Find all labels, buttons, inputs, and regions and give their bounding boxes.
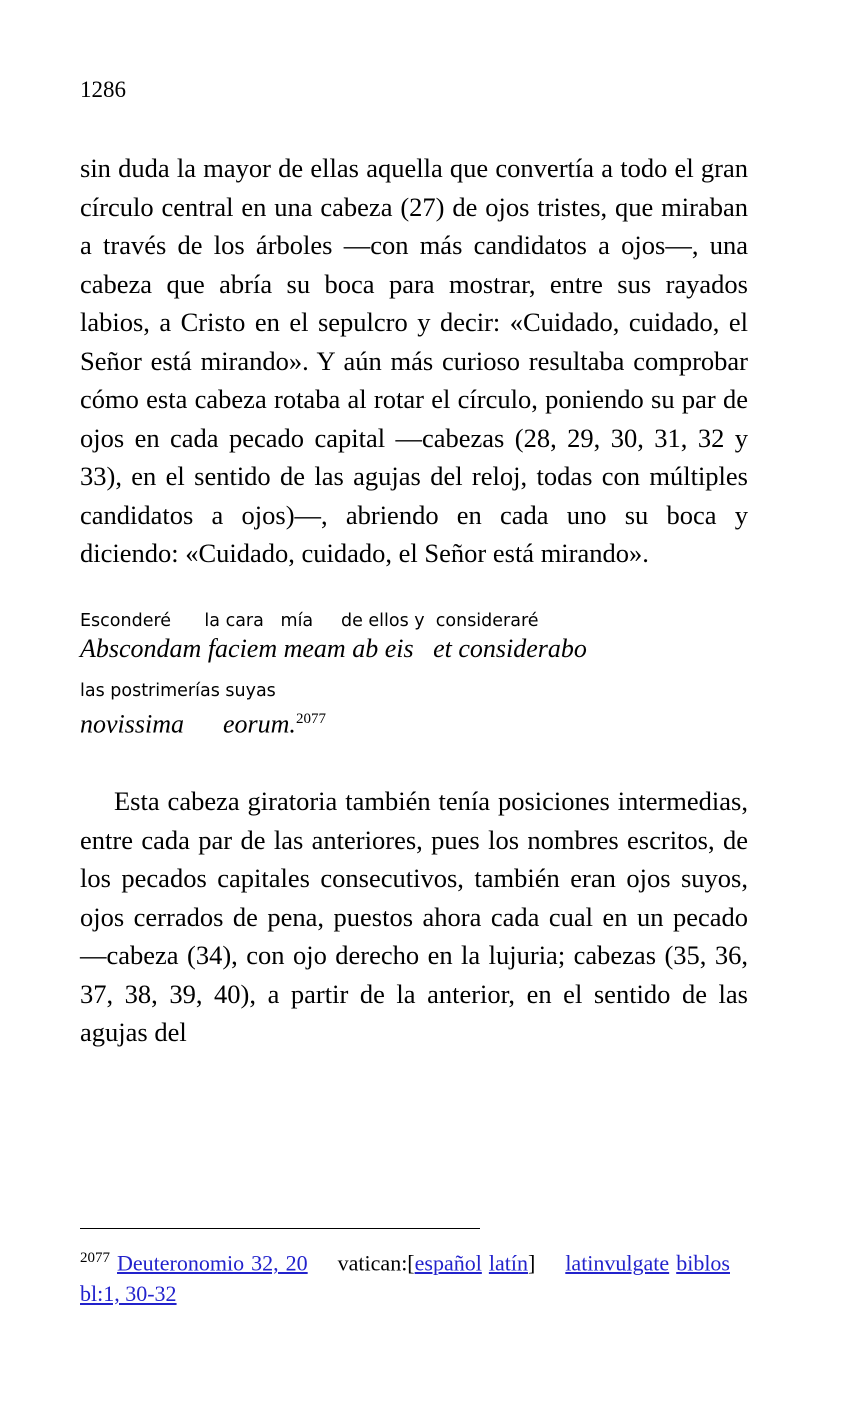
paragraph-spacer (80, 754, 748, 782)
verse-gloss-line-1: Esconderé la cara mía de ellos y consideraré (80, 610, 539, 631)
footnote-label-vatican: vatican:[ (337, 1250, 415, 1276)
page-number: 1286 (80, 77, 126, 102)
footnote-link-espanol[interactable]: español (414, 1250, 482, 1276)
footnote-link-biblos[interactable]: biblos (676, 1250, 730, 1276)
footnote-link-bl[interactable]: bl:1, 30-32 (80, 1281, 177, 1307)
verse-latin-line-1: Abscondam faciem meam ab eis et considerabo (80, 633, 587, 663)
paragraph-second: Esta cabeza giratoria también tenía posiciones intermedias, entre cada par de las anteriores, pues los nombres escritos, de los pecados capitales consecutivos, también eran ojos suyos, ojos cerrados de pena, puestos ahora cada cual en un pecado —cabeza (34), con ojo derecho en la lujuria; cabezas (35, 36, 37, 38, 39, 40), a partir de la anterior, en el sentido de las agujas del (80, 786, 748, 1048)
footnote-text (80, 1243, 748, 1309)
verse-gloss-line-2: las postrimerías suyas (80, 680, 276, 701)
footnote-link-latinvulgate[interactable]: latinvulgate (565, 1250, 670, 1276)
footnote-link-latin[interactable]: latín (488, 1250, 528, 1276)
footnote-divider (80, 1228, 480, 1229)
footnote-reference-marker[interactable]: 2077 (295, 710, 326, 727)
footnote-link-deuteronomio[interactable]: Deuteronomio 32, 20 (117, 1250, 308, 1276)
verse-block (80, 609, 748, 741)
verse-latin-text: novissima eorum. (80, 709, 296, 739)
footnote-bracket-close: ] (527, 1250, 536, 1276)
paragraph-first: sin duda la mayor de ellas aquella que convertía a todo el gran círculo central en una cabeza (27) de ojos tristes, que miraban a través de los árboles —con más candidatos a ojos—, una cabeza que abría su boca para mostrar, entre sus rayados labios, a Cristo en el sepulcro y decir: «Cuidado, cuidado, el Señor está mirando». Y aún más curioso resultaba comprobar cómo esta cabeza rotaba al rotar el círculo, poniendo su par de ojos en cada pecado capital —cabezas (28, 29, 30, 31, 32 y 33), en el sentido de las agujas del reloj, todas con múltiples candidatos a ojos)—, abriendo en cada uno su boca y diciendo: «Cuidado, cuidado, el Señor está mirando». (80, 153, 748, 568)
footnote-area (80, 1228, 748, 1309)
verse-latin-line-2 (80, 703, 748, 741)
footnote-number: 2077 (80, 1250, 110, 1266)
